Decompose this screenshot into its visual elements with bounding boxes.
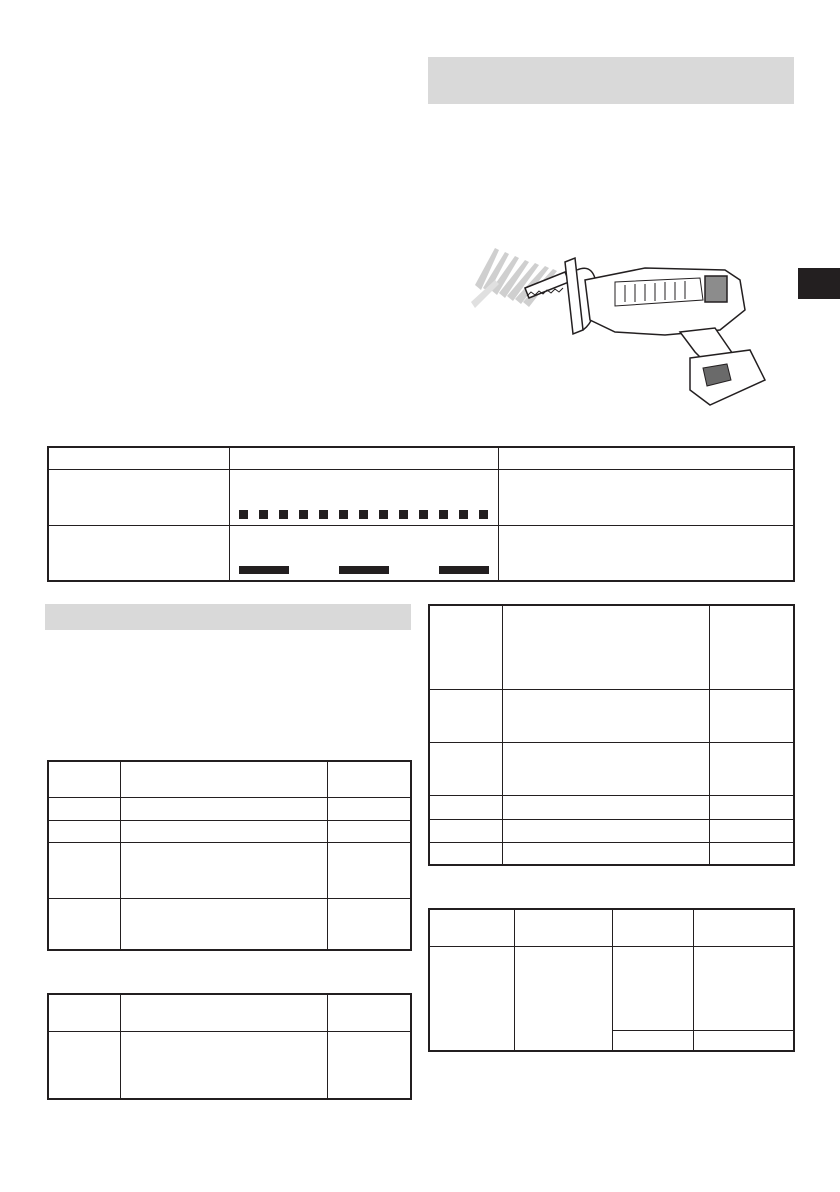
fast-blink-pattern: [239, 510, 489, 519]
table-cell: [429, 605, 502, 689]
table-cell: [429, 819, 502, 842]
table-header-cell: [327, 994, 411, 1031]
table-row: [48, 525, 794, 581]
blink-bar: [439, 566, 489, 574]
table-cell: [502, 842, 709, 865]
blink-bar: [239, 566, 289, 574]
table-cell: [612, 1030, 693, 1051]
table-cell: [709, 605, 794, 689]
table-cell: [327, 820, 411, 842]
table-header-cell: [48, 994, 120, 1031]
table-cell: [709, 795, 794, 819]
table-row: [429, 819, 794, 842]
table-cell: [48, 842, 120, 898]
table-row: [429, 842, 794, 865]
table-cell: [48, 1031, 120, 1099]
table-cell: [429, 742, 502, 795]
blink-dot: [419, 510, 428, 519]
fast-blink-indicator-cell: [229, 469, 498, 525]
table-cell: [429, 795, 502, 819]
table-row: [429, 605, 794, 689]
spec-table-right-2: [428, 908, 795, 1052]
table-header-cell: [514, 909, 612, 946]
table-header-cell: [48, 447, 229, 469]
table-cell: [693, 946, 794, 1030]
slow-blink-indicator-cell: [229, 525, 498, 581]
table-header-cell: [327, 761, 411, 797]
table-header-row: [48, 761, 411, 797]
table-cell: [514, 946, 612, 1051]
blink-dot: [459, 510, 468, 519]
table-row: [48, 898, 411, 950]
table-cell: [502, 742, 709, 795]
table-row: [48, 469, 794, 525]
blink-dot: [479, 510, 488, 519]
table-row: [429, 689, 794, 742]
table-row: [429, 795, 794, 819]
table-cell: [693, 1030, 794, 1051]
table-cell: [48, 525, 229, 581]
blink-dot: [319, 510, 328, 519]
table-cell: [498, 525, 794, 581]
light-beam-icon: [471, 248, 557, 308]
blink-dot: [439, 510, 448, 519]
table-cell: [502, 689, 709, 742]
table-row: [429, 742, 794, 795]
table-cell: [502, 819, 709, 842]
table-header-cell: [498, 447, 794, 469]
table-header-cell: [229, 447, 498, 469]
blink-dot: [339, 510, 348, 519]
spec-table-right-1: [428, 604, 795, 866]
table-row: [48, 797, 411, 820]
table-cell: [327, 1031, 411, 1099]
table-cell: [429, 842, 502, 865]
table-header-row: [48, 994, 411, 1031]
table-cell: [498, 469, 794, 525]
table-cell: [120, 820, 327, 842]
table-cell: [327, 797, 411, 820]
section-banner-left: [45, 604, 411, 630]
spec-table-left-1: [47, 760, 412, 951]
table-cell: [709, 819, 794, 842]
table-cell: [120, 1031, 327, 1099]
table-cell: [48, 797, 120, 820]
table-header-cell: [429, 909, 514, 946]
section-banner-top: [428, 57, 794, 104]
table-header-cell: [120, 994, 327, 1031]
table-cell: [429, 689, 502, 742]
blink-dot: [259, 510, 268, 519]
blink-dot: [359, 510, 368, 519]
reciprocating-saw-with-light-icon: [465, 240, 775, 410]
table-header-cell: [612, 909, 693, 946]
table-row: [48, 842, 411, 898]
blink-dot: [399, 510, 408, 519]
table-cell: [48, 469, 229, 525]
blink-dot: [299, 510, 308, 519]
slow-blink-pattern: [239, 566, 489, 574]
table-row: [48, 1031, 411, 1099]
table-cell: [429, 946, 514, 1051]
table-header-row: [48, 447, 794, 469]
table-cell: [120, 842, 327, 898]
table-header-cell: [48, 761, 120, 797]
indicator-table: [47, 446, 795, 582]
language-tab-marker: [798, 268, 840, 299]
blink-dot: [379, 510, 388, 519]
table-cell: [327, 842, 411, 898]
table-cell: [612, 946, 693, 1030]
blink-bar: [339, 566, 389, 574]
table-header-cell: [120, 761, 327, 797]
table-row: [48, 820, 411, 842]
table-cell: [48, 898, 120, 950]
table-cell: [48, 820, 120, 842]
table-row: [429, 946, 794, 1030]
table-cell: [709, 842, 794, 865]
blink-dot: [279, 510, 288, 519]
table-cell: [502, 795, 709, 819]
table-cell: [502, 605, 709, 689]
table-cell: [327, 898, 411, 950]
table-cell: [709, 742, 794, 795]
spec-table-left-2: [47, 993, 412, 1100]
table-cell: [709, 689, 794, 742]
blink-dot: [239, 510, 248, 519]
table-cell: [120, 797, 327, 820]
table-cell: [120, 898, 327, 950]
table-header-cell: [693, 909, 794, 946]
table-header-row: [429, 909, 794, 946]
